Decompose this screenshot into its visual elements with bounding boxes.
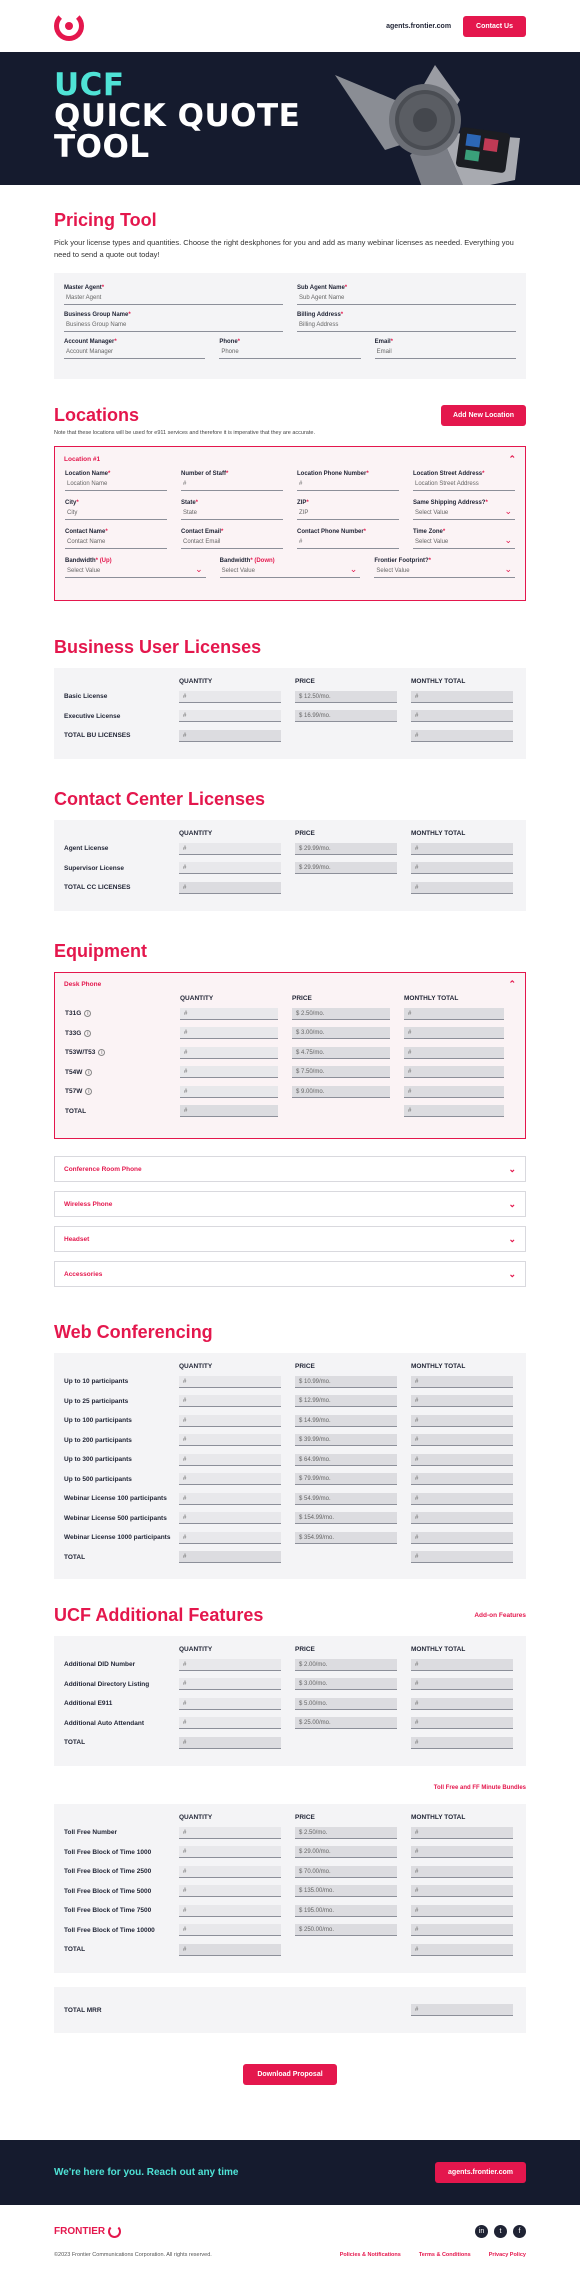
table-row: Toll Free Number # $ 2.50/mo. #	[64, 1823, 516, 1843]
toll-free-table-card	[54, 1804, 526, 1973]
table-row: Agent License # $ 29.99/mo. #	[64, 839, 516, 859]
price-value: $ 10.99/mo.	[295, 1376, 397, 1388]
chevron-up-icon: ⌃	[508, 453, 516, 464]
monthly-total: #	[411, 1717, 513, 1729]
price-value: $ 54.99/mo.	[295, 1493, 397, 1505]
account-manager-field[interactable]: Account Manager* Account Manager	[64, 339, 205, 359]
total-quantity: #	[179, 1944, 281, 1956]
agent-info-form	[54, 273, 526, 379]
chevron-down-icon: ⌄	[508, 1268, 516, 1279]
total-monthly: #	[411, 1737, 513, 1749]
footer-agents-button[interactable]: agents.frontier.com	[435, 2162, 526, 2183]
price-value: $ 25.00/mo.	[295, 1717, 397, 1729]
table-row-total: TOTAL # #	[64, 1733, 516, 1753]
frontier-logo-icon[interactable]	[54, 11, 84, 41]
table-row: Up to 200 participants # $ 39.99/mo. #	[64, 1431, 516, 1451]
table-row: Toll Free Block of Time 10000 # $ 250.00/mo. #	[64, 1921, 516, 1941]
hero-title-line2: QUICK QUOTE	[54, 98, 301, 134]
billing-address-field[interactable]: Billing Address* Billing Address	[297, 312, 516, 332]
table-row: T57W i # $ 9.00/mo. #	[65, 1082, 515, 1102]
total-monthly: #	[411, 1551, 513, 1563]
price-value: $ 354.99/mo.	[295, 1532, 397, 1544]
price-value: $ 64.99/mo.	[295, 1454, 397, 1466]
web-section	[0, 1322, 580, 1579]
table-row: Webinar License 1000 participants # $ 354.99/mo. #	[64, 1528, 516, 1548]
price-value: $ 12.99/mo.	[295, 1395, 397, 1407]
policies-link[interactable]: Policies & Notifications	[339, 2252, 401, 2258]
accessories-accordion[interactable]: Accessories ⌄	[54, 1261, 526, 1287]
total-monthly: #	[404, 1105, 504, 1117]
monthly-total: #	[404, 1066, 504, 1078]
contact-name-field[interactable]: Contact Name* Contact Name	[65, 529, 167, 549]
monthly-total: #	[411, 710, 513, 722]
table-row: T54W i # $ 7.50/mo. #	[65, 1063, 515, 1083]
locations-title: Locations	[54, 405, 140, 425]
equipment-section	[0, 941, 580, 1287]
price-value: $ 135.00/mo.	[295, 1885, 397, 1897]
table-row: Basic License # $ 12.50/mo. #	[64, 687, 516, 707]
monthly-total: #	[411, 843, 513, 855]
quantity-input[interactable]: #	[180, 1008, 278, 1020]
total-monthly: #	[411, 882, 513, 894]
price-value: $ 7.50/mo.	[292, 1066, 390, 1078]
table-row: Executive License # $ 16.99/mo. #	[64, 707, 516, 727]
total-monthly: #	[411, 730, 513, 742]
agents-link[interactable]: agents.frontier.com	[386, 22, 452, 30]
table-row: Webinar License 500 participants # $ 154.99/mo. #	[64, 1509, 516, 1529]
copyright: ©2023 Frontier Communications Corporation. All rights reserved.	[54, 2252, 212, 2258]
location-name-field[interactable]: Location Name* Location Name	[65, 471, 167, 491]
contact-email-field[interactable]: Contact Email* Contact Email	[181, 529, 283, 549]
quantity-input[interactable]: #	[179, 1415, 281, 1427]
monthly-total: #	[404, 1086, 504, 1098]
table-row: Toll Free Block of Time 5000 # $ 135.00/mo. #	[64, 1882, 516, 1902]
table-row: T53W/T53 i # $ 4.75/mo. #	[65, 1043, 515, 1063]
monthly-total: #	[411, 1698, 513, 1710]
social-links	[475, 2225, 526, 2238]
location-1-header[interactable]: Location #1 ⌃	[64, 453, 516, 464]
staff-count-field[interactable]: Number of Staff* #	[181, 471, 283, 491]
hero-title-line3: TOOL	[54, 129, 150, 165]
price-value: $ 2.50/mo.	[295, 1827, 397, 1839]
price-value: $ 12.50/mo.	[295, 691, 397, 703]
price-value: $ 5.00/mo.	[295, 1698, 397, 1710]
quantity-input[interactable]: #	[179, 1395, 281, 1407]
price-value: $ 70.00/mo.	[295, 1866, 397, 1878]
pricing-section	[0, 185, 580, 379]
quantity-input[interactable]: #	[179, 691, 281, 703]
price-value: $ 2.00/mo.	[295, 1659, 397, 1671]
business-group-field[interactable]: Business Group Name* Business Group Name	[64, 312, 283, 332]
quantity-input[interactable]: #	[179, 1532, 281, 1544]
monthly-total: #	[411, 1395, 513, 1407]
monthly-total: #	[404, 1027, 504, 1039]
quantity-input[interactable]: #	[179, 1512, 281, 1524]
master-agent-field[interactable]: Master Agent* Master Agent	[64, 285, 283, 305]
sub-agent-field[interactable]: Sub Agent Name* Sub Agent Name	[297, 285, 516, 305]
price-value: $ 29.99/mo.	[295, 862, 397, 874]
price-value: $ 2.50/mo.	[292, 1008, 390, 1020]
bu-section	[0, 637, 580, 759]
monthly-total: #	[411, 1827, 513, 1839]
bu-table-card	[54, 668, 526, 759]
info-icon[interactable]: i	[85, 1069, 92, 1076]
monthly-total: #	[411, 1885, 513, 1897]
table-row: Additional Directory Listing # $ 3.00/mo. #	[64, 1675, 516, 1695]
monthly-total: #	[411, 1924, 513, 1936]
price-value: $ 29.00/mo.	[295, 1846, 397, 1858]
ucf-table: QUANTITY PRICE MONTHLY TOTAL Additional DID Number # $ 2.00/mo. # Additional Directory Listing # $ 3.00/mo. # Additional E911 # $ 5.00/mo. # Additional Auto Attendant # $ 25.00/mo. # TOTAL # #	[64, 1646, 516, 1753]
info-icon[interactable]: i	[84, 1030, 91, 1037]
terms-link[interactable]: Terms & Conditions	[418, 2252, 471, 2258]
bu-title: Business User Licenses	[54, 637, 262, 657]
quantity-input[interactable]: #	[180, 1086, 278, 1098]
toll-free-table: QUANTITY PRICE MONTHLY TOTAL Toll Free Number # $ 2.50/mo. # Toll Free Block of Time 1000 # $ 29.00/mo. # Toll Free Block of Time 2500 # $ 70.00/mo. # Toll Free Block of Time 5000 # $ 135.00/mo. # Toll Free Block of Time 7500 # $ 195.00/mo. # Toll Free Block of Time 10000 # $ 250.00/mo. # TOTAL # #	[64, 1814, 516, 1960]
linkedin-icon[interactable]: in	[475, 2225, 488, 2238]
equipment-table: QUANTITY PRICE MONTHLY TOTAL T31G i # $ 2.50/mo. # T33G i # $ 3.00/mo. # T53W/T53 i # $ 4.75/mo. # T54W i # $ 7.50/mo. # T57W i # $ 9.00/mo. # TOTAL # #	[65, 995, 515, 1121]
info-icon[interactable]: i	[85, 1088, 92, 1095]
quantity-input[interactable]: #	[180, 1047, 278, 1059]
total-mrr-label: TOTAL MRR	[64, 2006, 102, 2014]
ucf-title: UCF Additional Features	[54, 1605, 264, 1625]
footer-bottom	[0, 2205, 580, 2281]
quantity-input[interactable]: #	[179, 1866, 281, 1878]
table-row: Up to 100 participants # $ 14.99/mo. #	[64, 1411, 516, 1431]
quantity-input[interactable]: #	[179, 1885, 281, 1897]
ucf-table-card	[54, 1636, 526, 1766]
price-value: $ 9.00/mo.	[292, 1086, 390, 1098]
quantity-input[interactable]: #	[179, 1924, 281, 1936]
phone-field[interactable]: Phone* Phone	[219, 339, 360, 359]
total-mrr-value: #	[411, 2004, 513, 2016]
cc-table-card	[54, 820, 526, 911]
price-value: $ 250.00/mo.	[295, 1924, 397, 1936]
table-row: Additional DID Number # $ 2.00/mo. #	[64, 1655, 516, 1675]
headset-accordion[interactable]: Headset ⌄	[54, 1226, 526, 1252]
total-quantity: #	[179, 1737, 281, 1749]
web-table: QUANTITY PRICE MONTHLY TOTAL Up to 10 participants # $ 10.99/mo. # Up to 25 participants # $ 12.99/mo. # Up to 100 participants # $ 14.99/mo. # Up to 200 participants # $ 39.99/mo. # Up to 300 participants # $ 64.99/mo. # Up to 500 participants # $ 79.99/mo. # Webinar License 100 participants # $ 54.99/mo. # Webinar License 500 participants # $ 154.99/mo. # Webinar License 1000 participants # $ 354.99/mo. # TOTAL # #	[64, 1363, 516, 1567]
table-row: Up to 25 participants # $ 12.99/mo. #	[64, 1392, 516, 1412]
chevron-down-icon: ⌄	[508, 1233, 516, 1244]
total-quantity: #	[179, 730, 281, 742]
total-quantity: #	[179, 882, 281, 894]
total-quantity: #	[179, 1551, 281, 1563]
monthly-total: #	[411, 1434, 513, 1446]
contact-us-button[interactable]: Contact Us	[463, 16, 526, 37]
twitter-icon[interactable]: t	[494, 2225, 507, 2238]
quantity-input[interactable]: #	[179, 1698, 281, 1710]
quantity-input[interactable]: #	[179, 1678, 281, 1690]
quantity-input[interactable]: #	[180, 1027, 278, 1039]
monthly-total: #	[411, 1376, 513, 1388]
table-row-total: TOTAL # #	[64, 1940, 516, 1960]
table-row: T31G i # $ 2.50/mo. #	[65, 1004, 515, 1024]
bandwidth-up-select[interactable]: Bandwidth* (Up) Select Value ⌄	[65, 558, 206, 578]
quantity-input[interactable]: #	[179, 1905, 281, 1917]
quantity-input[interactable]: #	[179, 1846, 281, 1858]
table-row: Up to 500 participants # $ 79.99/mo. #	[64, 1470, 516, 1490]
wireless-phone-accordion[interactable]: Wireless Phone ⌄	[54, 1191, 526, 1217]
price-value: $ 79.99/mo.	[295, 1473, 397, 1485]
monthly-total: #	[411, 1512, 513, 1524]
same-shipping-select[interactable]: Same Shipping Address?* Select Value ⌄	[413, 500, 515, 520]
hero-title-line1: UCF	[54, 67, 125, 103]
site-header	[0, 0, 580, 52]
monthly-total: #	[404, 1008, 504, 1020]
monthly-total: #	[411, 1454, 513, 1466]
price-value: $ 154.99/mo.	[295, 1512, 397, 1524]
monthly-total: #	[411, 1905, 513, 1917]
price-value: $ 16.99/mo.	[295, 710, 397, 722]
price-value: $ 3.00/mo.	[292, 1027, 390, 1039]
conference-phone-accordion[interactable]: Conference Room Phone ⌄	[54, 1156, 526, 1182]
quantity-input[interactable]: #	[179, 1717, 281, 1729]
street-address-field[interactable]: Location Street Address* Location Street Address	[413, 471, 515, 491]
state-field[interactable]: State* State	[181, 500, 283, 520]
equipment-title: Equipment	[54, 941, 147, 961]
table-row-total: TOTAL # #	[64, 1548, 516, 1568]
table-row-total: TOTAL BU LICENSES # #	[64, 726, 516, 746]
cc-title: Contact Center Licenses	[54, 789, 266, 809]
facebook-icon[interactable]: f	[513, 2225, 526, 2238]
monthly-total: #	[411, 691, 513, 703]
monthly-total: #	[411, 1415, 513, 1427]
email-field[interactable]: Email* Email	[375, 339, 516, 359]
price-value: $ 14.99/mo.	[295, 1415, 397, 1427]
pricing-title: Pricing Tool	[54, 210, 157, 230]
location-accordion	[54, 446, 526, 601]
table-row: Toll Free Block of Time 7500 # $ 195.00/mo. #	[64, 1901, 516, 1921]
monthly-total: #	[411, 1532, 513, 1544]
locations-note: Note that these locations will be used for e911 services and therefore it is imperative that they are accurate.	[54, 430, 315, 436]
download-proposal-button[interactable]: Download Proposal	[243, 2064, 336, 2085]
monthly-total: #	[411, 1678, 513, 1690]
locations-section	[0, 405, 580, 601]
footer-tagline: We're here for you. Reach out any time	[54, 2167, 239, 2178]
price-value: $ 4.75/mo.	[292, 1047, 390, 1059]
desk-phone-header[interactable]: Desk Phone ⌃	[64, 978, 516, 989]
info-icon[interactable]: i	[84, 1010, 91, 1017]
web-title: Web Conferencing	[54, 1322, 213, 1342]
quantity-input[interactable]: #	[179, 843, 281, 855]
table-row: T33G i # $ 3.00/mo. #	[65, 1024, 515, 1044]
price-value: $ 29.99/mo.	[295, 843, 397, 855]
mrr-card	[54, 1987, 526, 2033]
add-location-button[interactable]: Add New Location	[441, 405, 526, 426]
ucf-section	[0, 1605, 580, 2033]
cc-section	[0, 789, 580, 911]
table-row: Up to 10 participants # $ 10.99/mo. #	[64, 1372, 516, 1392]
monthly-total: #	[411, 1493, 513, 1505]
table-row: Webinar License 100 participants # $ 54.99/mo. #	[64, 1489, 516, 1509]
conference-phone-image	[325, 60, 525, 185]
price-value: $ 3.00/mo.	[295, 1678, 397, 1690]
toll-free-bundles-link[interactable]: Toll Free and FF Minute Bundles	[433, 1785, 526, 1791]
quantity-input[interactable]: #	[179, 1376, 281, 1388]
table-row-total: TOTAL # #	[65, 1102, 515, 1122]
desk-phone-accordion	[54, 972, 526, 1139]
footer-cta	[0, 2140, 580, 2205]
quantity-input[interactable]: #	[179, 862, 281, 874]
quantity-input[interactable]: #	[179, 1827, 281, 1839]
addon-features-link[interactable]: Add-on Features	[474, 1612, 526, 1619]
quantity-input[interactable]: #	[179, 1434, 281, 1446]
table-row: Up to 300 participants # $ 64.99/mo. #	[64, 1450, 516, 1470]
table-row: Additional E911 # $ 5.00/mo. #	[64, 1694, 516, 1714]
pricing-subtitle: Pick your license types and quantities. Choose the right deskphones for you and add as many webinar licenses as needed. Everything you need to send a quote out today!	[54, 238, 514, 259]
quantity-input[interactable]: #	[179, 1454, 281, 1466]
contact-phone-field[interactable]: Contact Phone Number* #	[297, 529, 399, 549]
table-row: Supervisor License # $ 29.99/mo. #	[64, 859, 516, 879]
table-row: Toll Free Block of Time 2500 # $ 70.00/mo. #	[64, 1862, 516, 1882]
quantity-input[interactable]: #	[179, 1493, 281, 1505]
monthly-total: #	[404, 1047, 504, 1059]
quantity-input[interactable]: #	[180, 1066, 278, 1078]
chevron-down-icon: ⌄	[508, 1163, 516, 1174]
privacy-link[interactable]: Privacy Policy	[488, 2252, 526, 2258]
total-quantity: #	[180, 1105, 278, 1117]
zip-field[interactable]: ZIP* ZIP	[297, 500, 399, 520]
web-table-card	[54, 1353, 526, 1579]
monthly-total: #	[411, 862, 513, 874]
quantity-input[interactable]: #	[179, 1473, 281, 1485]
quantity-input[interactable]: #	[179, 710, 281, 722]
chevron-up-icon: ⌃	[508, 978, 516, 989]
hero-banner	[0, 52, 580, 185]
quantity-input[interactable]: #	[179, 1659, 281, 1671]
total-monthly: #	[411, 1944, 513, 1956]
bu-table: QUANTITY PRICE MONTHLY TOTAL Basic License # $ 12.50/mo. # Executive License # $ 16.99/mo. # TOTAL BU LICENSES # #	[64, 678, 516, 746]
table-row: Additional Auto Attendant # $ 25.00/mo. #	[64, 1714, 516, 1734]
chevron-down-icon: ⌄	[508, 1198, 516, 1209]
frontier-ring-icon	[108, 2225, 121, 2238]
footer-logo[interactable]: FRONTIER	[54, 2225, 121, 2238]
location-phone-field[interactable]: Location Phone Number* #	[297, 471, 399, 491]
info-icon[interactable]: i	[98, 1049, 105, 1056]
time-zone-select[interactable]: Time Zone* Select Value ⌄	[413, 529, 515, 549]
cc-table: QUANTITY PRICE MONTHLY TOTAL Agent License # $ 29.99/mo. # Supervisor License # $ 29.99/mo. # TOTAL CC LICENSES # #	[64, 830, 516, 898]
monthly-total: #	[411, 1473, 513, 1485]
monthly-total: #	[411, 1846, 513, 1858]
download-area	[0, 2063, 580, 2140]
monthly-total: #	[411, 1659, 513, 1671]
price-value: $ 195.00/mo.	[295, 1905, 397, 1917]
price-value: $ 39.99/mo.	[295, 1434, 397, 1446]
bandwidth-down-select[interactable]: Bandwidth* (Down) Select Value ⌄	[220, 558, 361, 578]
table-row-total: TOTAL CC LICENSES # #	[64, 878, 516, 898]
frontier-footprint-select[interactable]: Frontier Footprint?* Select Value ⌄	[374, 558, 515, 578]
city-field[interactable]: City* City	[65, 500, 167, 520]
monthly-total: #	[411, 1866, 513, 1878]
table-row: Toll Free Block of Time 1000 # $ 29.00/mo. #	[64, 1843, 516, 1863]
